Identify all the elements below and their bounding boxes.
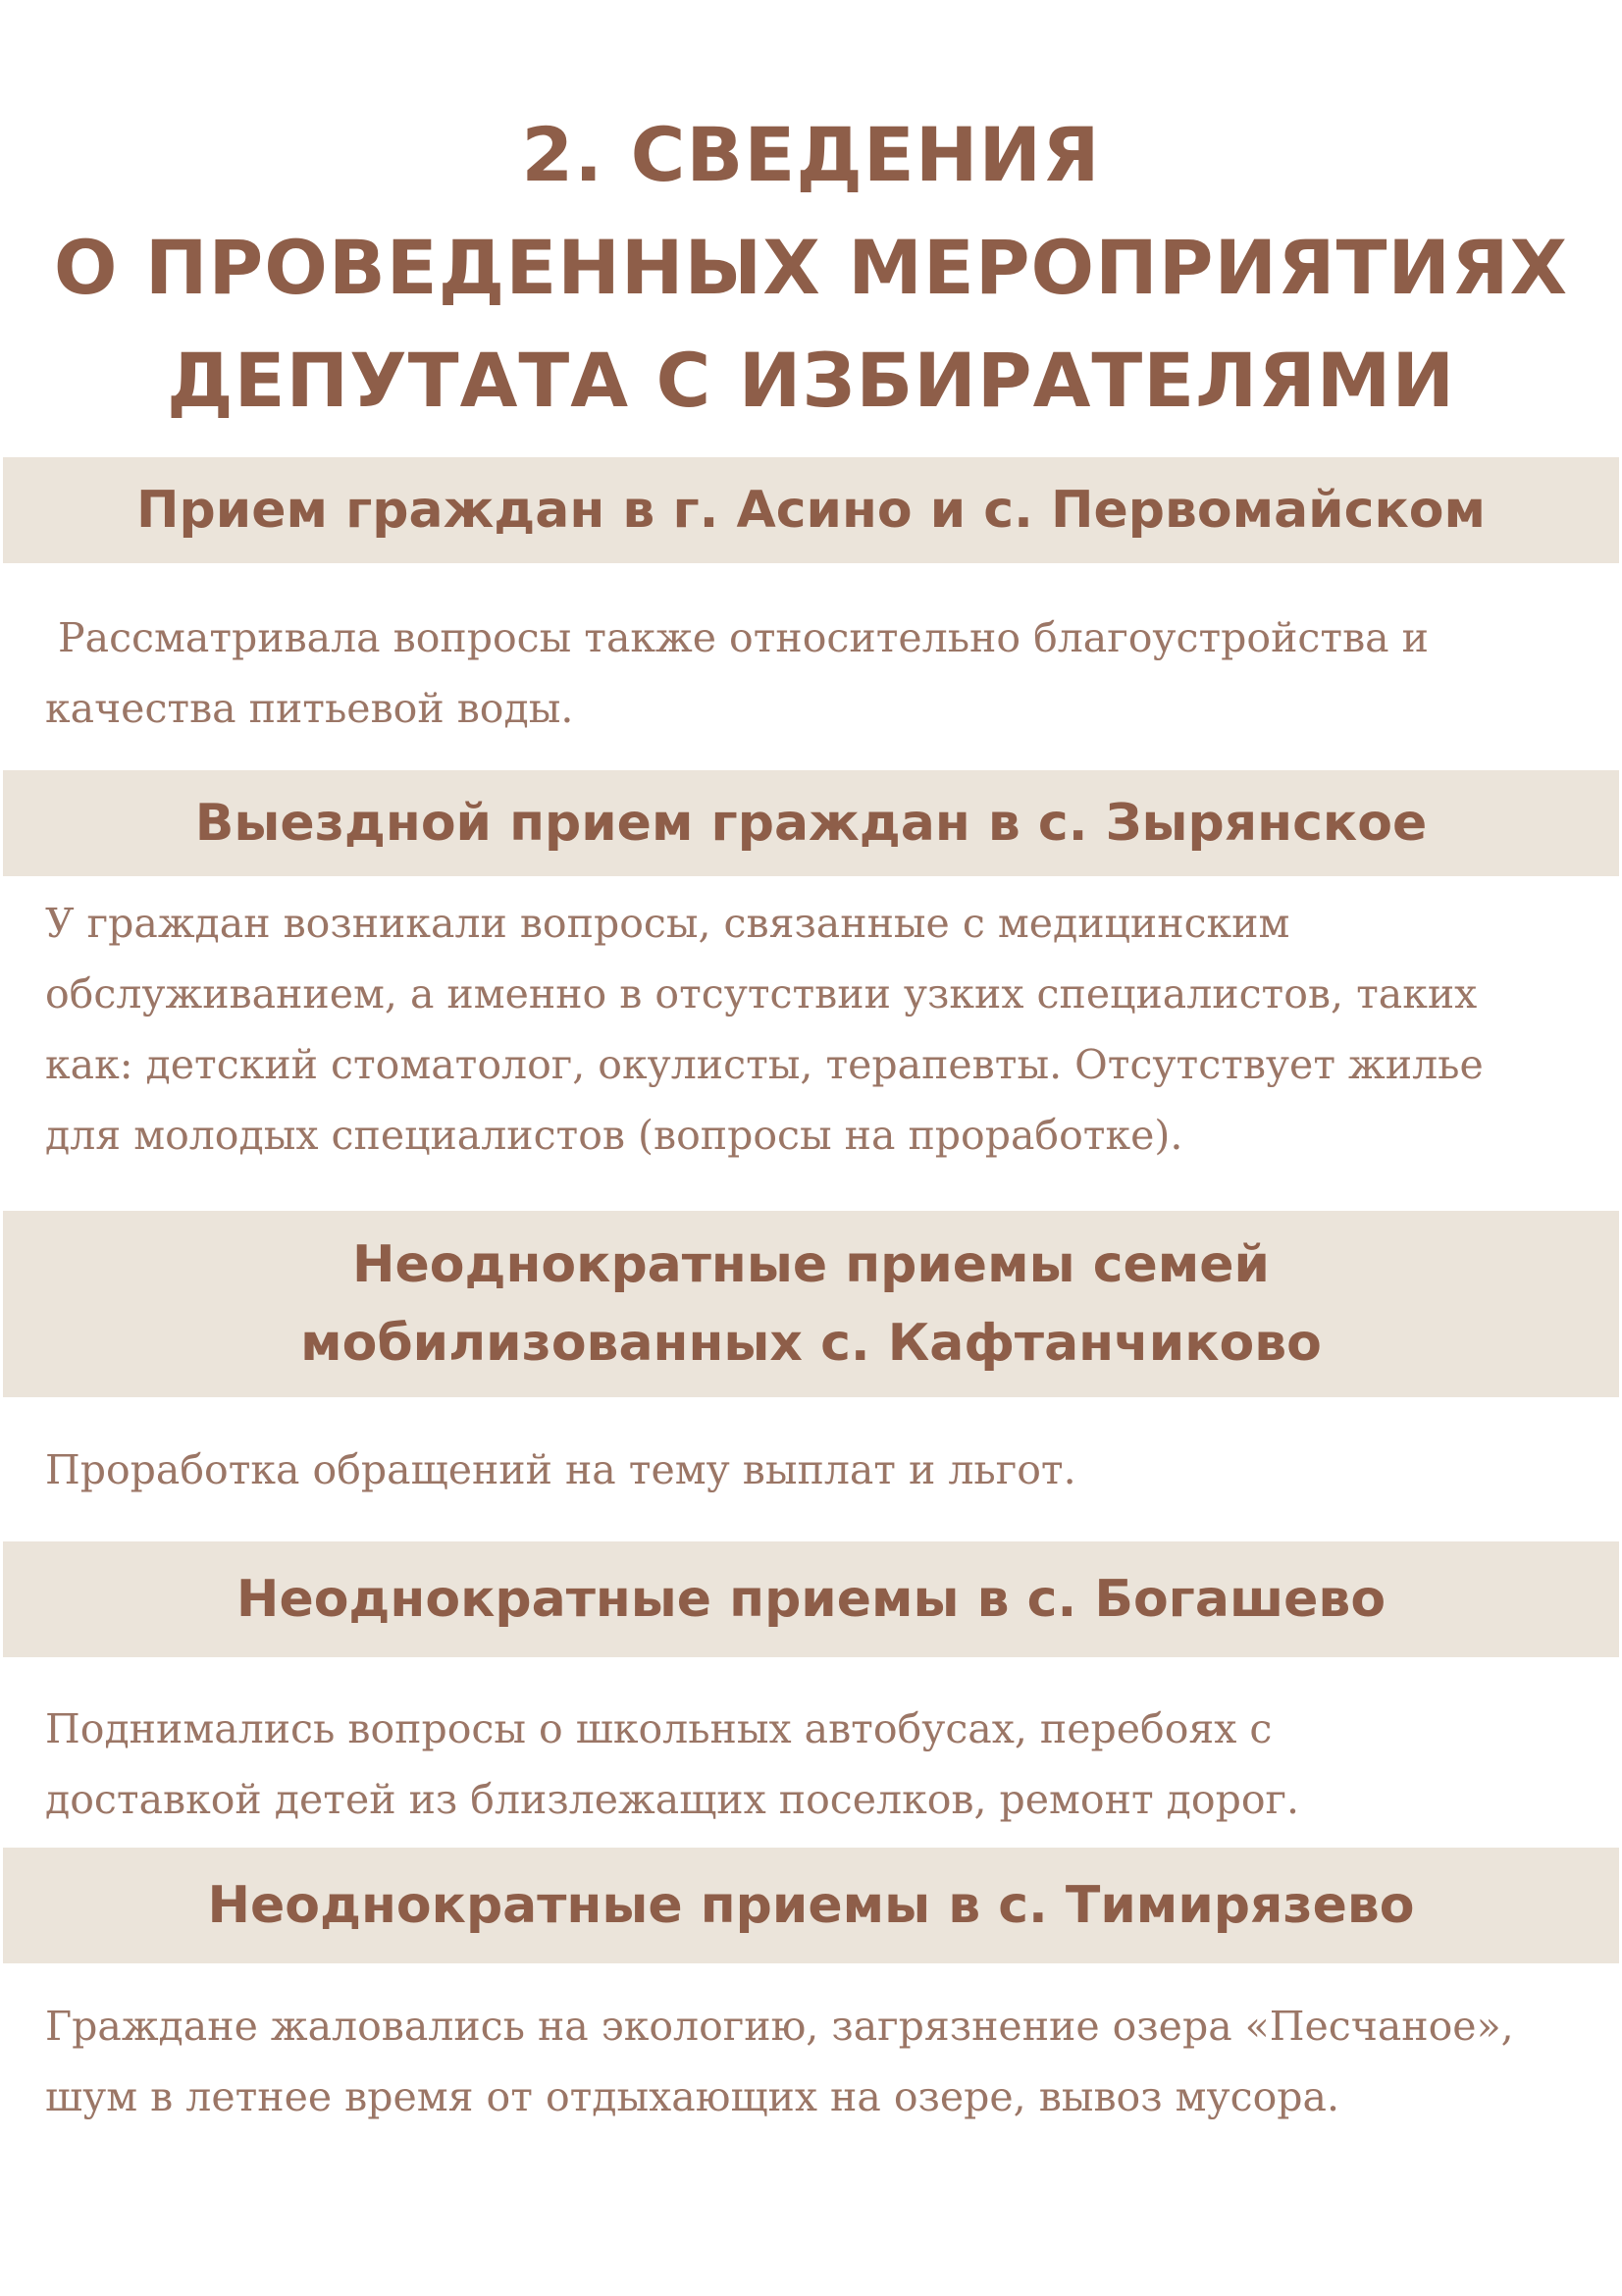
section-text-line: Рассматривала вопросы также относительно благоустройства и	[45, 614, 1429, 661]
section-text-line: шум в летнее время от отдыхающих на озере, вывоз мусора.	[45, 2073, 1339, 2120]
section-heading-bogashevo	[3, 1541, 1619, 1657]
section-heading-text: Прием граждан в г. Асино и с. Первомайском	[136, 481, 1486, 540]
section-text-line: У граждан возникали вопросы, связанные с медицинским	[45, 900, 1290, 947]
section-heading-kaftanchikovo	[3, 1211, 1619, 1397]
section-heading-text: Неоднократные приемы в с. Богашево	[235, 1570, 1387, 1629]
section-text-line: качества питьевой воды.	[45, 685, 574, 732]
section-text-line: доставкой детей из близлежащих поселков, ремонт дорог.	[45, 1776, 1300, 1823]
section-heading-timiryazevo	[3, 1848, 1619, 1963]
section-text-kaftanchikovo	[45, 1435, 1596, 1505]
section-text-asino	[45, 602, 1596, 744]
section-text-line: Проработка обращений на тему выплат и льгот.	[45, 1446, 1076, 1493]
section-heading-asino	[3, 457, 1619, 563]
section-heading-text: мобилизованных с. Кафтанчиково	[300, 1314, 1322, 1373]
page-title-line: 2. СВЕДЕНИЯ	[521, 111, 1101, 198]
section-heading-zyryanskoe	[3, 770, 1619, 876]
section-text-zyryanskoe	[45, 888, 1596, 1171]
section-heading-text: Выездной прием граждан в с. Зырянское	[194, 794, 1428, 853]
section-text-line: Поднимались вопросы о школьных автобусах, перебоях с	[45, 1705, 1273, 1752]
section-text-bogashevo	[45, 1694, 1596, 1835]
section-text-line: как: детский стоматолог, окулисты, терапевты. Отсутствует жилье	[45, 1041, 1484, 1088]
section-text-line: Граждане жаловались на экологию, загрязнение озера «Песчаное»,	[45, 2003, 1514, 2050]
section-heading-text: Неоднократные приемы в с. Тимирязево	[207, 1876, 1415, 1935]
section-text-line: для молодых специалистов (вопросы на проработке).	[45, 1112, 1183, 1159]
section-heading-text: Неоднократные приемы семей	[351, 1235, 1270, 1294]
page-title-line: О ПРОВЕДЕННЫХ МЕРОПРИЯТИЯХ	[53, 224, 1569, 311]
section-text-timiryazevo	[45, 1991, 1596, 2132]
page-title-line: ДЕПУТАТА С ИЗБИРАТЕЛЯМИ	[166, 337, 1456, 424]
page-title	[0, 98, 1622, 437]
section-text-line: обслуживанием, а именно в отсутствии узких специалистов, таких	[45, 970, 1478, 1018]
